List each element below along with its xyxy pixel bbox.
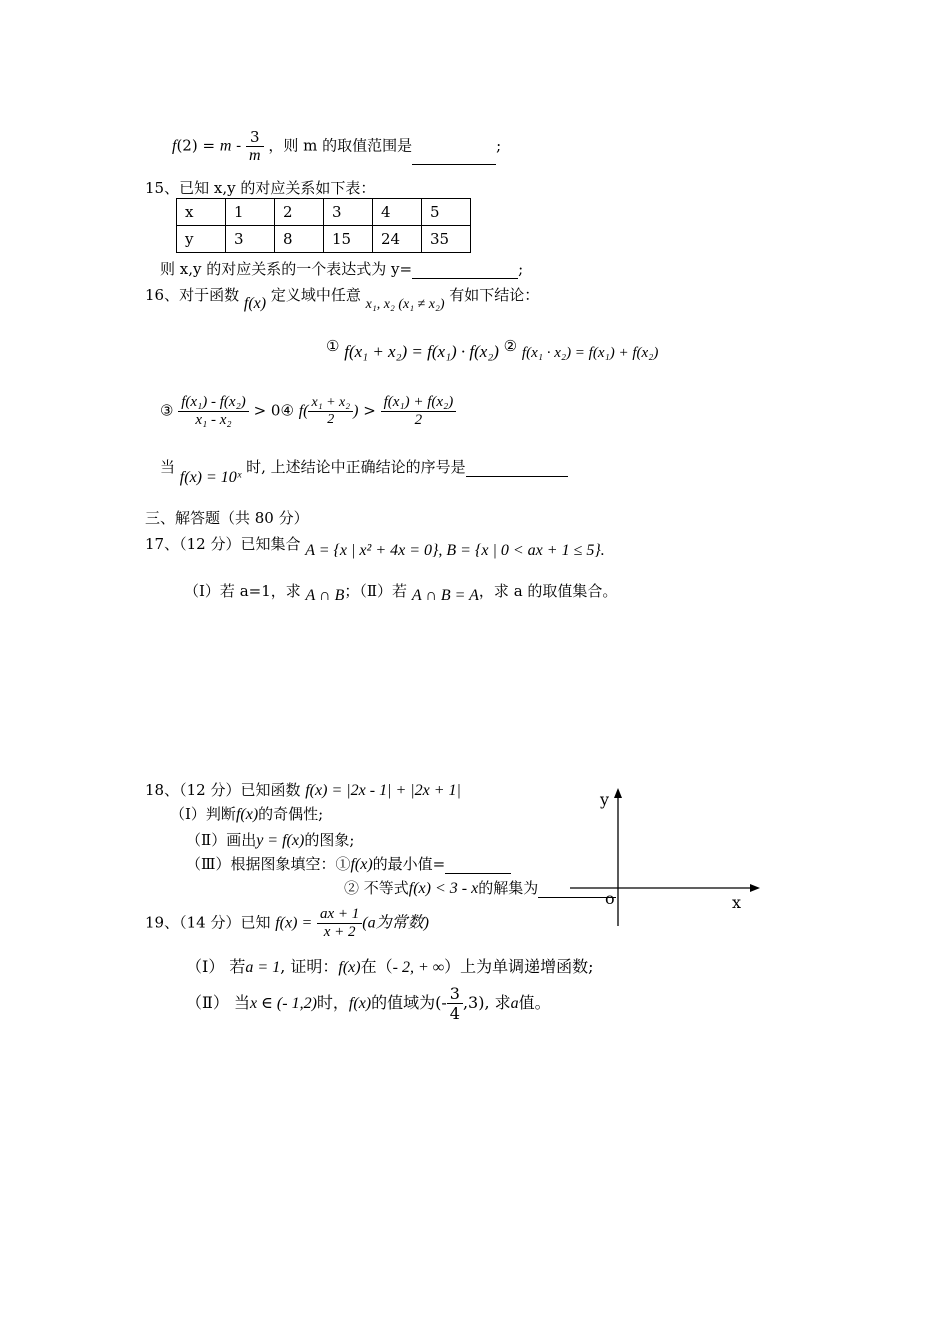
x-axis-arrow [750, 884, 760, 892]
y-axis-arrow [614, 788, 622, 798]
q18-part3: （Ⅲ）根据图象填空：①f(x)的最小值= [186, 853, 511, 874]
x-axis-label: x [732, 893, 742, 912]
q16-answer-blank[interactable] [466, 476, 568, 477]
q14-tail: f(2) = m - $\frac{3}{m}$ ，则 m 的取值范围是 ; [172, 128, 502, 164]
q15-prompt: 15、已知 x,y 的对应关系如下表： [145, 179, 376, 197]
origin-label: o [605, 889, 615, 908]
q18-part4: ② 不等式f(x) < 3 - x的解集为 [344, 877, 616, 898]
q18-part1: （Ⅰ）判断f(x)的奇偶性; [170, 805, 324, 823]
c4-lhs-fraction: $\frac{\text{x₁ + x₂}}{2}$ [308, 395, 353, 428]
q15-answer-blank[interactable] [412, 278, 518, 279]
c4-rhs-fraction: $\frac{\text{f(x₁) + f(x₂)}}{2}$ [381, 394, 457, 429]
q16-when: 当 f(x) = 10ˣ 时, 上述结论中正确结论的序号是 [160, 456, 568, 477]
q19-part1: （Ⅰ） 若a = 1, 证明：f(x)在（- 2, + ∞）上为单调递增函数; [186, 957, 594, 976]
q16-conclusions-1-2: ① f(x₁ + x₂) = f(x₁) · f(x₂) ② f(x₁ · x₂) = f(x₁) + f(x₂) [326, 337, 659, 361]
q19-part2: （Ⅱ） 当x ∈ (- 1,2)时，f(x)的值域为(- $\frac{3}{4}$ ,3), 求a值。 [186, 984, 551, 1023]
section-heading: 三、解答题（共 80 分） [145, 509, 309, 527]
q15-table [176, 198, 471, 253]
q16-lead: 16、对于函数 f(x) 定义域中任意 x₁, x₂ (x₁ ≠ x₂) 有如下结论： [145, 286, 540, 312]
q19-range-fraction: $\frac{3}{4}$ [447, 984, 463, 1023]
q17-parts: （Ⅰ）若 a=1，求 A ∩ B；（Ⅱ）若 A ∩ B = A，求 a 的取值集合。 [184, 582, 618, 604]
q14-text: ，则 m 的取值范围是 [268, 136, 413, 155]
c3-fraction: $\frac{\text{f(x₁) - f(x₂)}}{\text{x₁ - x₂}}$ [178, 394, 249, 429]
y-axis-label: y [600, 790, 610, 809]
q14-answer-blank[interactable] [412, 164, 496, 165]
q18-lead: 18、（12 分）已知函数 f(x) = |2x - 1| + |2x + 1| [145, 781, 461, 799]
q15-ask: 则 x,y 的对应关系的一个表达式为 y= ; [160, 260, 524, 278]
q19-lead: 19、（14 分）已知 f(x) = $\frac{ax + 1}{x + 2}$ (a为常数) [145, 906, 429, 940]
q14-fraction: $\frac{3}{m}$ [246, 128, 264, 165]
q19-fraction: $\frac{ax + 1}{x + 2}$ [317, 906, 362, 941]
q17-lead: 17、（12 分）已知集合 A = {x | x² + 4x = 0}, B = {x | 0 < ax + 1 ≤ 5}. [145, 535, 605, 559]
q16-conclusions-3-4: ③ $\frac{\text{f(x₁) - f(x₂)}}{\text{x₁ - x₂}}$ > 0④ f( $\frac{\text{x₁ + x₂}}{2}$ ) > $\frac{\text{f(x₁) + f(x₂)}}{2}$ [160, 394, 456, 429]
table-row: x 1 2 3 4 5 [177, 199, 471, 226]
q18-part2: （Ⅱ）画出y = f(x)的图象; [186, 831, 355, 849]
q18-min-blank[interactable] [445, 873, 511, 874]
table-row: y 3 8 15 24 35 [177, 226, 471, 253]
